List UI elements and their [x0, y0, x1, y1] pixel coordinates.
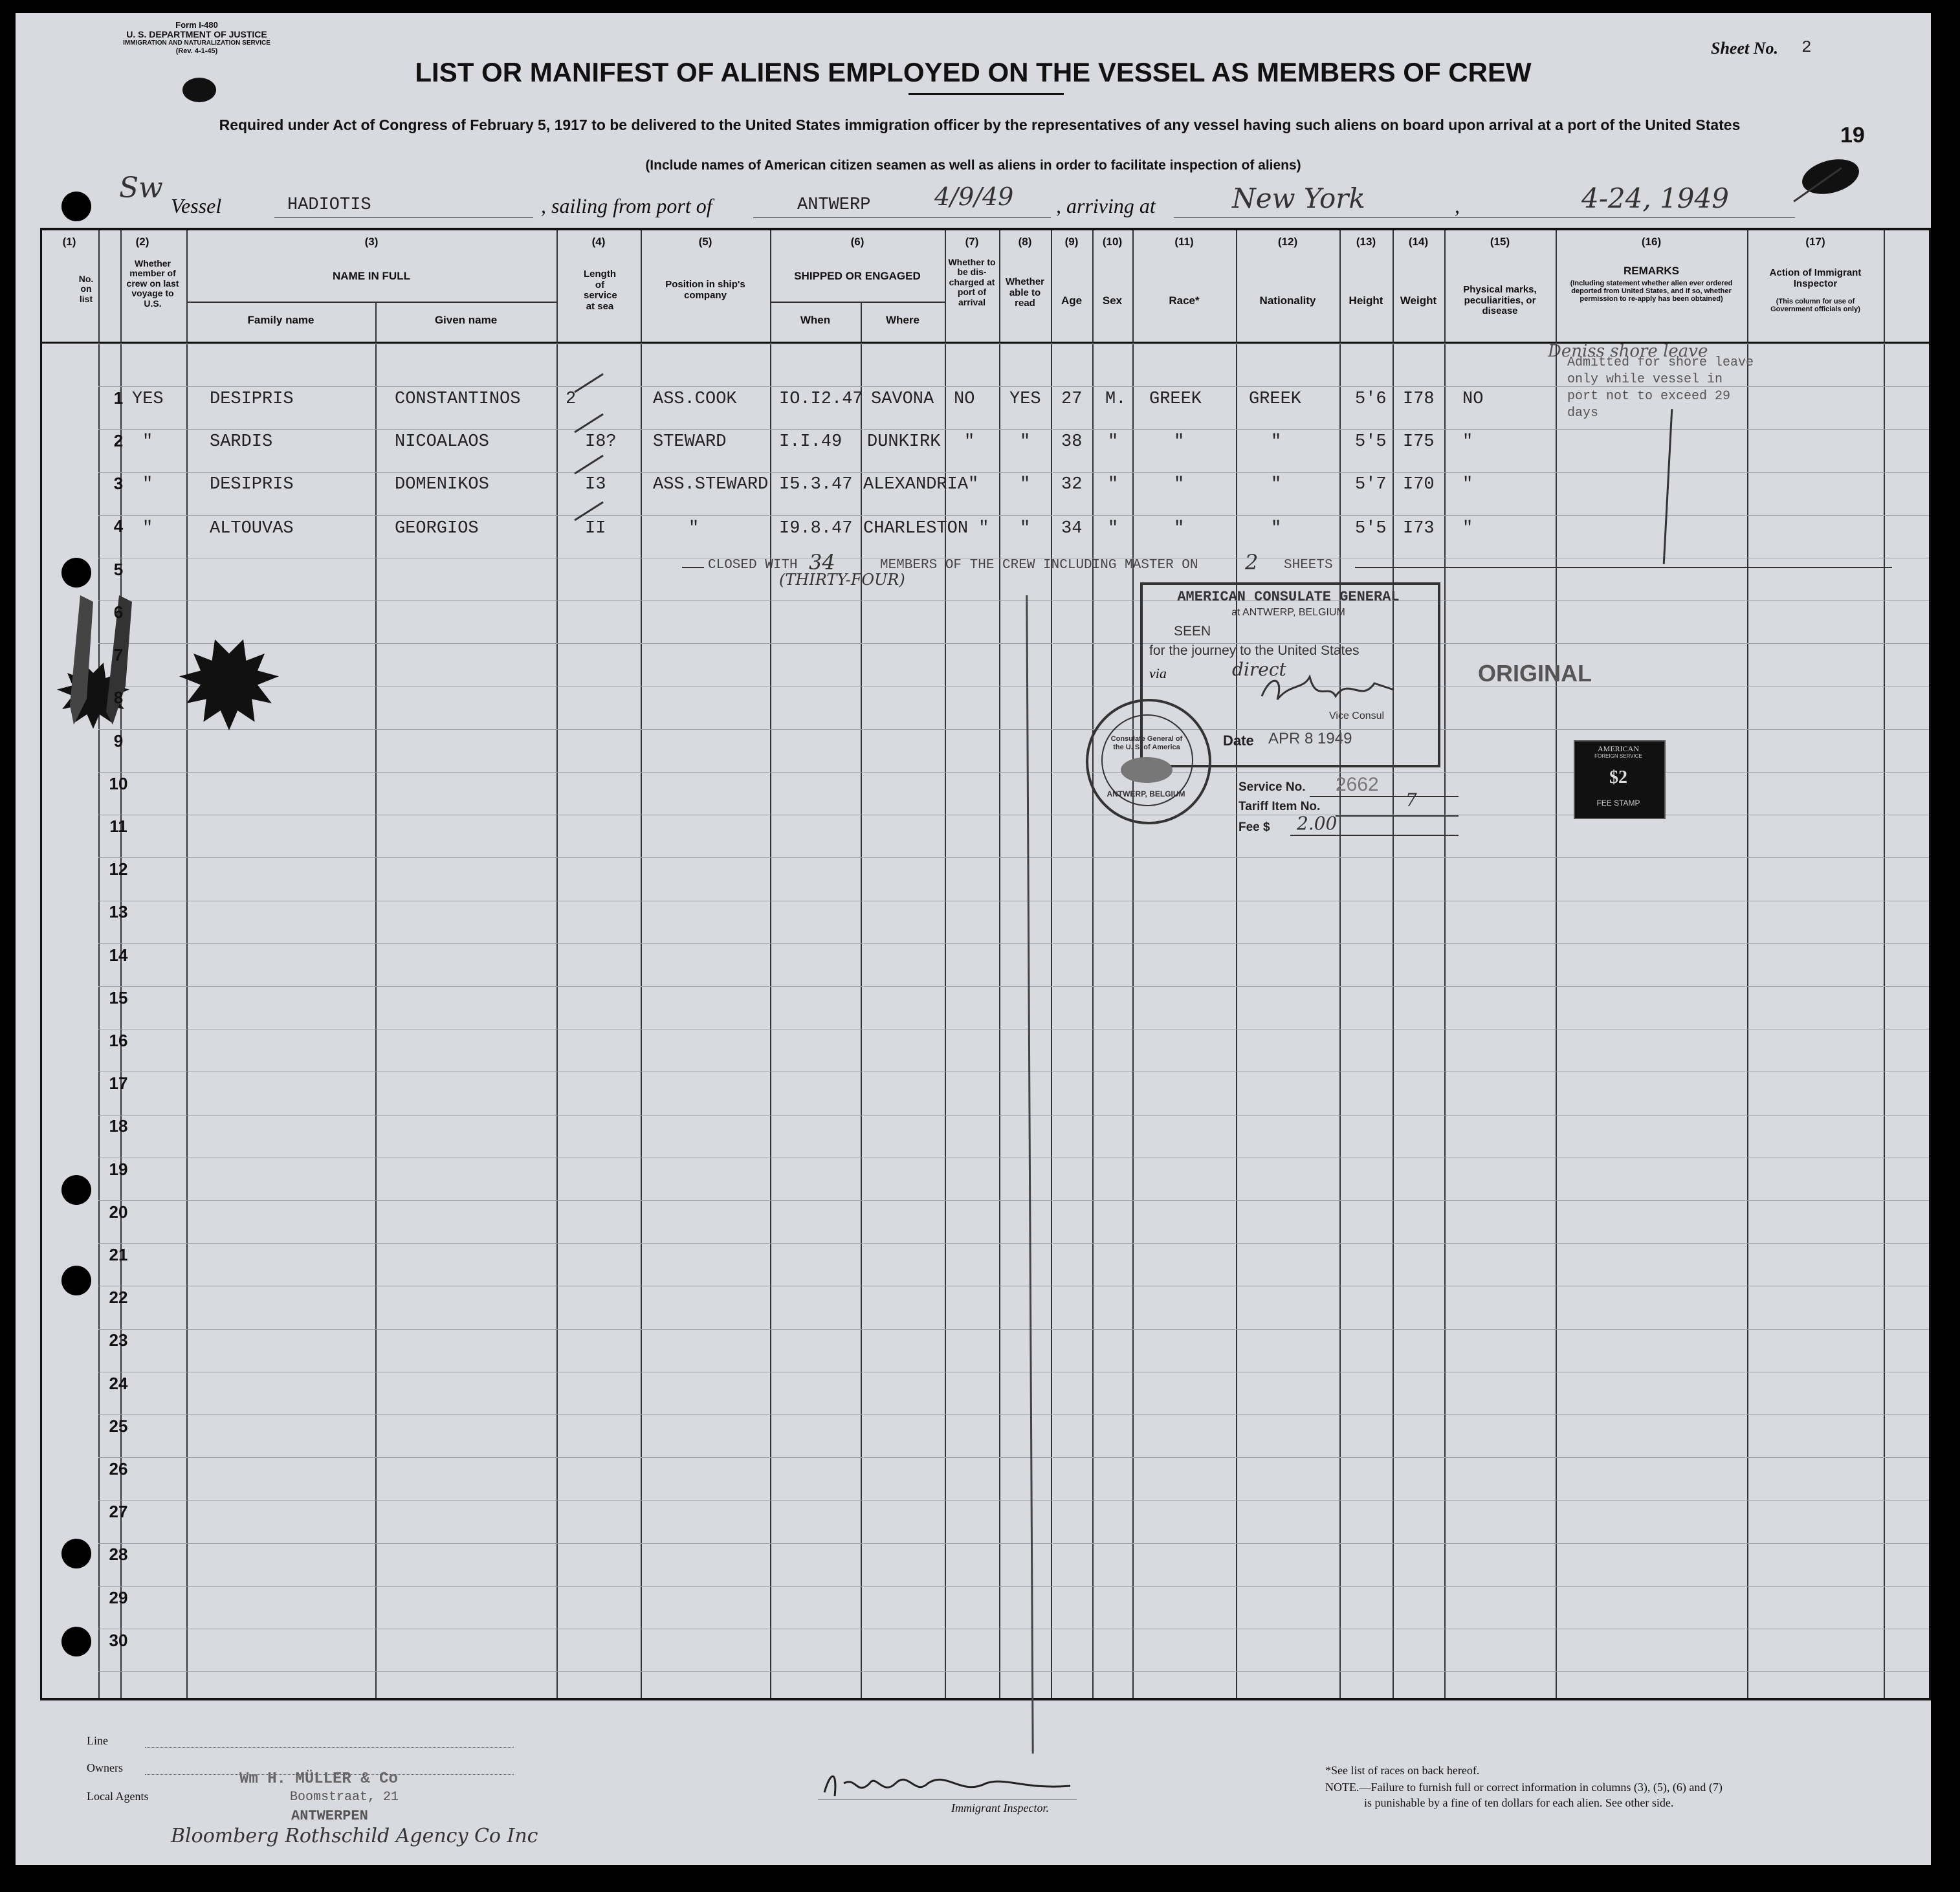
col-head-sex: Sex [1102, 294, 1123, 307]
row-number: 22 [109, 1288, 128, 1307]
row-rule [98, 986, 1929, 987]
height-cell: 5'5 [1355, 519, 1387, 538]
table-bottom-rule [40, 1698, 1931, 1700]
family-name-cell: DESIPRIS [210, 475, 294, 494]
where-cell: SAVONA [871, 390, 934, 409]
row-number: 9 [113, 731, 124, 751]
consulate-seen: SEEN [1174, 624, 1211, 639]
fee-rule [1290, 835, 1459, 836]
col-num-14: (14) [1408, 236, 1429, 248]
weight-cell: I78 [1403, 390, 1435, 409]
row-rule [98, 515, 1929, 516]
punch-hole [61, 1266, 91, 1295]
col-num-4: (4) [591, 236, 606, 248]
row-rule [98, 1329, 1929, 1330]
row-rule [98, 857, 1929, 858]
shipped-subheader-rule [770, 302, 945, 303]
row-number: 5 [113, 560, 124, 579]
col-head-where: Where [886, 314, 919, 326]
col-head-height: Height [1349, 294, 1383, 307]
inspector-label: Immigrant Inspector. [951, 1801, 1049, 1814]
vessel-name: HADIOTIS [287, 195, 371, 215]
remarks-handwritten: Deniss shore leave [1548, 342, 1708, 361]
where-cell: ALEXANDRIA" [863, 475, 979, 494]
col-head-prev-voyage: Whether member of crew on last voyage to U.S. [126, 258, 179, 309]
closed-text-c: SHEETS [1284, 558, 1333, 573]
punch-hole [61, 192, 91, 221]
marks-cell: " [1462, 475, 1473, 494]
read-cell: YES [1009, 390, 1041, 409]
row-rule [98, 472, 1929, 473]
races-note: *See list of races on back hereof. [1325, 1764, 1480, 1777]
row-number: 27 [109, 1502, 128, 1521]
race-cell: " [1174, 432, 1185, 452]
instruction-note: (Include names of American citizen seamen as well as aliens in order to facilitate inspection of aliens) [645, 158, 1301, 173]
col-divider [945, 230, 946, 1698]
prev-voyage-cell: " [142, 475, 153, 494]
discharged-cell: NO [954, 390, 975, 409]
vice-consul-label: Vice Consul [1329, 710, 1385, 721]
consulate-journey: for the journey to the United States [1149, 643, 1360, 658]
closed-count-handwritten: 34 [809, 550, 835, 575]
remarks-ditto-stroke [1663, 409, 1673, 564]
col-head-discharged: Whether to be dis-charged at port of arrival [948, 257, 996, 307]
col-num-16: (16) [1641, 236, 1662, 248]
sheet-number: 2 [1801, 38, 1812, 57]
service-cell: I3 [585, 475, 606, 494]
row-rule [98, 943, 1929, 944]
footer-agents-label: Local Agents [87, 1790, 149, 1803]
fine-note-2: is punishable by a fine of ten dollars for each alien. See other side. [1364, 1796, 1674, 1809]
prev-voyage-cell: " [142, 519, 153, 538]
where-cell: DUNKIRK [867, 432, 941, 452]
row-rule [98, 1414, 1929, 1415]
punch-hole [61, 1175, 91, 1205]
nationality-cell: " [1271, 475, 1282, 494]
height-cell: 5'5 [1355, 432, 1387, 452]
prev-voyage-cell: " [142, 432, 153, 452]
race-cell: " [1174, 475, 1185, 494]
service-cell: I8? [585, 432, 617, 452]
pen-line [1026, 595, 1033, 1754]
read-cell: " [1020, 432, 1031, 452]
col-num-15: (15) [1490, 236, 1510, 248]
row-number: 19 [109, 1160, 128, 1179]
tariff-rule [1336, 815, 1459, 817]
sailing-label: , sailing from port of [541, 194, 712, 217]
row-number: 6 [113, 602, 124, 622]
row-rule [98, 1586, 1929, 1587]
col-num-5: (5) [698, 236, 712, 248]
col-num-7: (7) [965, 236, 979, 248]
nationality-cell: " [1271, 432, 1282, 452]
row-rule [98, 1543, 1929, 1544]
col-num-8: (8) [1018, 236, 1032, 248]
family-name-cell: DESIPRIS [210, 390, 294, 409]
arrival-underline [1174, 217, 1795, 218]
marks-cell: " [1462, 432, 1473, 452]
row-number: 20 [109, 1202, 128, 1222]
manifest-sheet [16, 13, 1931, 1865]
col-divider [1236, 230, 1237, 1698]
weight-cell: I70 [1403, 475, 1435, 494]
fee-stamp-top: AMERICAN [1597, 744, 1639, 753]
arriving-label: , arriving at [1056, 194, 1156, 217]
closed-count-words: (THIRTY-FOUR) [779, 571, 905, 589]
fine-note-1: NOTE.—Failure to furnish full or correct information in columns (3), (5), (6) and (7) [1325, 1781, 1723, 1794]
row-number: 28 [109, 1545, 128, 1564]
read-cell: " [1020, 519, 1031, 538]
col-head-marks: Physical marks, peculiarities, or disease [1463, 284, 1537, 316]
consulate-place: at ANTWERP, BELGIUM [1231, 607, 1345, 618]
col-head-action-note: (This column for use of Government officials only) [1770, 298, 1860, 314]
when-cell: I9.8.47 [779, 519, 853, 538]
col-divider [1747, 230, 1748, 1698]
punch-hole [61, 1627, 91, 1656]
row-number: 24 [109, 1374, 128, 1393]
vessel-label: Vessel [171, 194, 222, 217]
agents-handwritten: Bloomberg Rothschild Agency Co Inc [171, 1825, 538, 1847]
col-divider [1884, 230, 1885, 1698]
given-name-cell: DOMENIKOS [395, 475, 489, 494]
row-number: 1 [113, 388, 124, 408]
closed-dash-left [682, 567, 704, 568]
stamp-date: APR 8 1949 [1268, 730, 1352, 747]
col-head-name: NAME IN FULL [333, 270, 410, 282]
col-head-age: Age [1061, 294, 1083, 307]
age-cell: 32 [1061, 475, 1083, 494]
table-top-rule [40, 228, 1931, 230]
position-cell: ASS.STEWARD [653, 475, 769, 494]
race-cell: GREEK [1149, 390, 1202, 409]
when-cell: I.I.49 [779, 432, 842, 452]
prev-voyage-cell: YES [132, 390, 164, 409]
revision: (Rev. 4-1-45) [175, 47, 218, 55]
col-num-9: (9) [1064, 236, 1079, 248]
col-head-weight: Weight [1400, 294, 1437, 307]
row-number: 14 [109, 945, 128, 965]
height-cell: 5'6 [1355, 390, 1387, 409]
row-number: 17 [109, 1073, 128, 1093]
col-divider [1339, 230, 1341, 1698]
col-divider [861, 302, 862, 1698]
service-cell: II [585, 519, 606, 538]
col-divider [556, 230, 558, 1698]
col-num-1: (1) [62, 236, 76, 248]
form-number: Form I-480 [175, 20, 218, 30]
consulate-title: AMERICAN CONSULATE GENERAL [1177, 589, 1400, 605]
nationality-cell: GREEK [1249, 390, 1302, 409]
row-number: 8 [113, 688, 124, 707]
table-left-border [40, 228, 42, 1700]
col-head-nationality: Nationality [1259, 294, 1316, 307]
notary-seal [171, 576, 300, 744]
service-no: 2662 [1336, 774, 1379, 795]
col-head-no: No. on list [78, 274, 94, 304]
col-divider [1444, 230, 1446, 1698]
service-cell: 2 [566, 390, 577, 409]
row-number: 21 [109, 1245, 128, 1264]
closed-sheets-handwritten: 2 [1245, 550, 1259, 575]
row-rule [98, 1457, 1929, 1458]
fee-stamp-value: $2 [1609, 767, 1627, 787]
row-number: 26 [109, 1459, 128, 1479]
title-underline [908, 93, 1064, 95]
col-num-2: (2) [135, 236, 149, 248]
subtitle: Required under Act of Congress of February 5, 1917 to be delivered to the United States immigration officer by the representatives of any vessel having such aliens on board upon arrival at a port of the United States [219, 116, 1741, 133]
col-head-when: When [800, 314, 831, 326]
original-stamp: ORIGINAL [1478, 660, 1592, 687]
consulate-via-label: via [1149, 665, 1167, 681]
name-subheader-rule [186, 302, 556, 303]
col-divider [1092, 230, 1094, 1698]
service-no-label: Service No. [1239, 780, 1306, 794]
given-name-cell: CONSTANTINOS [395, 390, 521, 409]
col-num-17: (17) [1805, 236, 1825, 248]
department: U. S. DEPARTMENT OF JUSTICE [126, 29, 267, 39]
discharged-cell: " [964, 432, 975, 452]
table-right-border [1929, 228, 1931, 1700]
given-name-cell: GEORGIOS [395, 519, 479, 538]
col-divider [1556, 230, 1557, 1698]
row-rule [98, 729, 1929, 730]
service-no-rule [1310, 796, 1459, 797]
sex-cell: " [1108, 475, 1119, 494]
col-divider [186, 230, 188, 1698]
col-head-remarks-note: (Including statement whether alien ever ordered deported from United States, and if so, whether permission to re-apply has been obtained) [1570, 280, 1733, 303]
comma: , [1455, 194, 1460, 217]
nationality-cell: " [1271, 519, 1282, 538]
departure-port: ANTWERP [797, 195, 871, 215]
fee-stamp-bottom: FEE STAMP [1596, 798, 1640, 808]
row-number: 11 [109, 817, 127, 836]
row-number: 7 [113, 645, 124, 665]
position-cell: ASS.COOK [653, 390, 737, 409]
agent-stamp-2: Boomstraat, 21 [290, 1790, 399, 1805]
col-divider [1132, 230, 1134, 1698]
punch-hole [61, 558, 91, 588]
row-rule [98, 1243, 1929, 1244]
arrival-date-handwritten: 4-24, 1949 [1581, 182, 1729, 214]
weight-cell: I73 [1403, 519, 1435, 538]
tariff-label: Tariff Item No. [1239, 800, 1321, 813]
service-name: IMMIGRATION AND NATURALIZATION SERVICE [123, 39, 270, 47]
col-divider [770, 230, 771, 1698]
when-cell: I5.3.47 [779, 475, 853, 494]
given-name-cell: NICOALAOS [395, 432, 489, 452]
col-num-11: (11) [1174, 236, 1194, 248]
marks-cell: NO [1462, 390, 1484, 409]
closed-text-b: MEMBERS OF THE CREW INCLUDING MASTER ON [880, 558, 1198, 573]
col-divider [375, 302, 377, 1698]
agent-stamp-3: ANTWERPEN [291, 1808, 368, 1824]
row-number: 25 [109, 1416, 128, 1436]
col-divider [999, 230, 1000, 1698]
row-number: 23 [109, 1330, 128, 1350]
fee-stamp-mid: FOREIGN SERVICE [1594, 753, 1642, 759]
sex-cell: M. [1105, 390, 1127, 409]
punch-hole [61, 1539, 91, 1568]
footer-owners-label: Owners [87, 1761, 123, 1774]
where-cell: CHARLESTON " [863, 519, 989, 538]
read-cell: " [1020, 475, 1031, 494]
row-rule [98, 1671, 1929, 1672]
consul-signature [1258, 670, 1400, 709]
vessel-prefix-handwritten: Sw [119, 171, 163, 204]
weight-cell: I75 [1403, 432, 1435, 452]
position-cell: " [688, 519, 699, 538]
col-num-3: (3) [364, 236, 379, 248]
row-number: 2 [113, 431, 124, 450]
footer-line-label: Line [87, 1734, 108, 1747]
race-cell: " [1174, 519, 1185, 538]
page-title: LIST OR MANIFEST OF ALIENS EMPLOYED ON THE VESSEL AS MEMBERS OF CREW [415, 57, 1532, 87]
col-head-given-name: Given name [434, 314, 498, 326]
age-cell: 27 [1061, 390, 1083, 409]
seal-place: ANTWERP, BELGIUM [1107, 789, 1185, 798]
stamp-date-label: Date [1223, 732, 1254, 749]
position-cell: STEWARD [653, 432, 727, 452]
age-cell: 34 [1061, 519, 1083, 538]
marks-cell: " [1462, 519, 1473, 538]
row-number: 12 [109, 859, 128, 879]
row-number: 18 [109, 1116, 128, 1136]
family-name-cell: ALTOUVAS [210, 519, 294, 538]
remarks-typed: Admitted for shore leave only while vessel in port not to exceed 29 days [1567, 355, 1754, 421]
arrival-port-handwritten: New York [1232, 182, 1365, 214]
year-mark: 19 [1840, 123, 1865, 148]
tariff-no: 7 [1405, 789, 1417, 811]
row-number: 16 [109, 1031, 128, 1050]
sex-cell: " [1108, 432, 1119, 452]
ink-blot [182, 78, 216, 102]
row-rule [98, 600, 1929, 601]
col-head-family-name: Family name [247, 314, 314, 326]
eagle-icon [1121, 757, 1173, 783]
col-head-action: Action of Immigrant Inspector [1769, 267, 1862, 289]
service-tick-marks [572, 362, 611, 550]
col-head-race: Race* [1169, 294, 1200, 307]
seal-text: Consulate General of the U. S. of America [1110, 735, 1183, 752]
row-rule [98, 1115, 1929, 1116]
row-number: 10 [109, 774, 128, 793]
row-number: 29 [109, 1588, 128, 1607]
line-field-rule [145, 1747, 514, 1748]
when-cell: IO.I2.47 [779, 390, 863, 409]
closed-text-a: CLOSED WITH [708, 558, 798, 573]
col-num-13: (13) [1356, 236, 1376, 248]
row-rule [98, 429, 1929, 430]
row-rule [98, 1200, 1929, 1201]
col-head-position: Position in ship's company [665, 279, 745, 301]
inspector-signature [818, 1764, 1077, 1803]
height-cell: 5'7 [1355, 475, 1387, 494]
col-divider [1393, 230, 1394, 1698]
row-number: 13 [109, 902, 128, 921]
consulate-via-handwritten: direct [1232, 659, 1286, 680]
port-underline [753, 217, 1051, 218]
col-num-6: (6) [850, 236, 864, 248]
col-head-remarks: REMARKS [1624, 265, 1679, 277]
col-head-read: Whether able to read [1006, 276, 1044, 309]
row-rule [98, 643, 1929, 644]
col-divider [641, 230, 642, 1698]
col-head-shipped: SHIPPED OR ENGAGED [794, 270, 921, 282]
sheet-label: Sheet No. [1711, 39, 1778, 58]
row-rule [98, 1500, 1929, 1501]
row-number: 3 [113, 474, 124, 493]
closed-dash-right [1355, 567, 1892, 568]
family-name-cell: SARDIS [210, 432, 273, 452]
col-num-12: (12) [1277, 236, 1298, 248]
row-number: 30 [109, 1631, 128, 1650]
agent-stamp-1: Wm H. MÜLLER & Co [239, 1770, 398, 1788]
col-divider [1051, 230, 1052, 1698]
departure-date-handwritten: 4/9/49 [934, 182, 1014, 211]
fee-label: Fee $ [1239, 820, 1270, 834]
row-number: 4 [113, 516, 124, 536]
fee-amount: 2.00 [1297, 813, 1338, 834]
col-num-10: (10) [1102, 236, 1123, 248]
vessel-underline [274, 217, 533, 218]
age-cell: 38 [1061, 432, 1083, 452]
row-number: 15 [109, 988, 128, 1007]
sex-cell: " [1108, 519, 1119, 538]
col-head-service: Length of service at sea [584, 269, 617, 312]
